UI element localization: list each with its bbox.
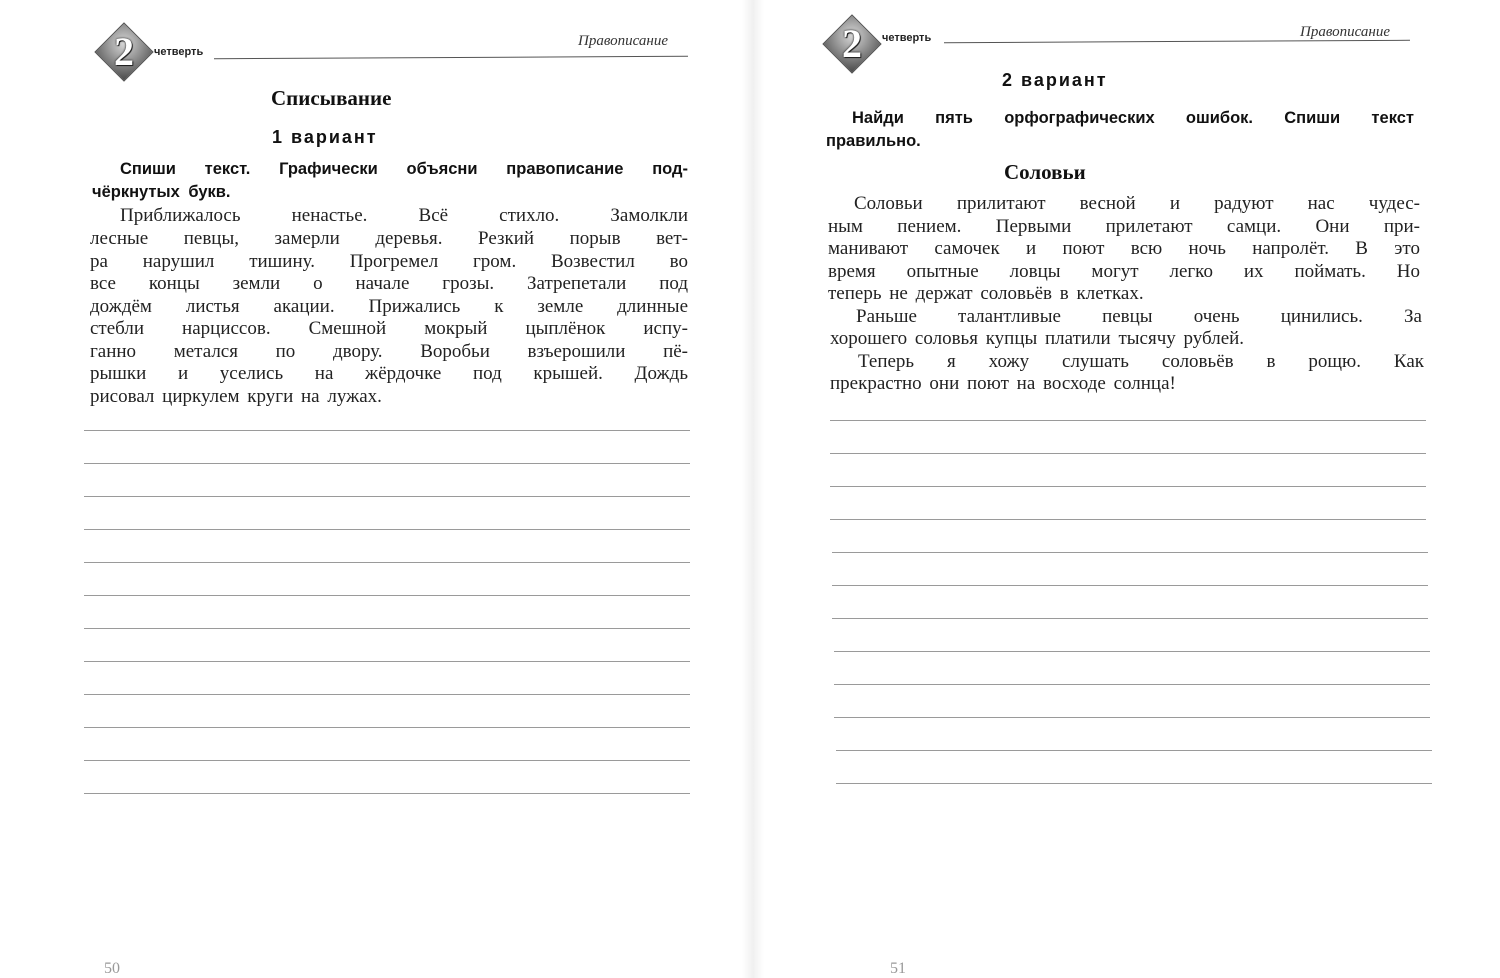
writing-line: [832, 585, 1428, 586]
text-line: манивают самочек и поют всю ночь напролёт. В это: [828, 238, 1420, 259]
writing-line: [84, 727, 690, 728]
text-line: ганно метался по двору. Воробьи взъерошили пё-: [90, 341, 688, 362]
text-line: рышки и уселись на жёрдочке под крышей. Дождь: [90, 363, 688, 384]
text-line: лесные певцы, замерли деревья. Резкий порыв вет-: [90, 228, 688, 249]
writing-line: [830, 420, 1426, 421]
writing-line: [834, 717, 1430, 718]
variant-label: 1 вариант: [272, 127, 378, 147]
right-header: [752, 0, 1500, 70]
writing-line: [836, 750, 1432, 751]
text-line: теперь не держат соловьёв в клетках.: [828, 283, 1144, 304]
writing-line: [84, 463, 690, 464]
section-title: Правописание: [1300, 24, 1391, 40]
text-line: хорошего соловья купцы платили тысячу рублей.: [830, 328, 1245, 349]
quarter-number: 2: [114, 29, 134, 74]
text-line: дождём листья акации. Прижались к земле длинные: [90, 296, 688, 317]
writing-line: [830, 519, 1426, 520]
page-number: 51: [890, 960, 906, 977]
writing-line: [832, 552, 1428, 553]
quarter-label: четверть: [154, 46, 204, 58]
text-line: Раньше талантливые певцы очень цинились. За: [856, 306, 1422, 327]
text-line: прекрастно они поют на восходе солнца!: [830, 373, 1176, 394]
writing-line: [834, 684, 1430, 685]
text-line: Теперь я хожу слушать соловьёв в рощю. Как: [858, 351, 1424, 372]
page-number: 50: [104, 960, 120, 977]
writing-line: [84, 430, 690, 431]
exercise-title: Списывание: [271, 86, 392, 110]
instruction-line: правильно.: [826, 132, 921, 150]
instruction-line: чёркнутых букв.: [92, 183, 231, 201]
writing-line: [84, 529, 690, 530]
text-line: ным пением. Первыми прилетают самци. Они при-: [828, 216, 1420, 237]
right-page: [752, 0, 1500, 978]
writing-line: [834, 651, 1430, 652]
header-rule: [214, 56, 688, 59]
quarter-number: 2: [842, 21, 862, 66]
text-line: все концы земли о начале грозы. Затрепетали под: [90, 273, 688, 294]
writing-line: [84, 628, 690, 629]
text-line: Соловьи прилитают весной и радуют нас чудес-: [854, 193, 1420, 214]
writing-line: [832, 618, 1428, 619]
writing-line: [830, 453, 1426, 454]
left-header: [0, 0, 752, 74]
text-line: Приближалось ненастье. Всё стихло. Замолкли: [120, 205, 688, 226]
section-title: Правописание: [578, 33, 669, 49]
instruction-line: Спиши текст. Графически объясни правописание под-: [120, 160, 688, 178]
text-line: рисовал циркулем круги на лужах.: [90, 386, 382, 407]
writing-line: [84, 760, 690, 761]
text-line: время опытные ловцы могут легко их поймать. Но: [828, 261, 1420, 282]
text-line: ра нарушил тишину. Прогремел гром. Возвестил во: [90, 251, 688, 272]
writing-line: [84, 661, 690, 662]
writing-line: [84, 694, 690, 695]
text-title: Соловьи: [1004, 160, 1086, 184]
writing-line: [84, 793, 690, 794]
instruction-line: Найди пять орфографических ошибок. Спиши текст: [852, 109, 1414, 127]
writing-line: [84, 595, 690, 596]
writing-line: [84, 496, 690, 497]
writing-line: [84, 562, 690, 563]
variant-label: 2 вариант: [1002, 70, 1108, 90]
writing-line: [830, 486, 1426, 487]
text-line: стебли нарциссов. Смешной мокрый цыплёнок испу-: [90, 318, 688, 339]
writing-line: [836, 783, 1432, 784]
quarter-label: четверть: [882, 32, 932, 44]
